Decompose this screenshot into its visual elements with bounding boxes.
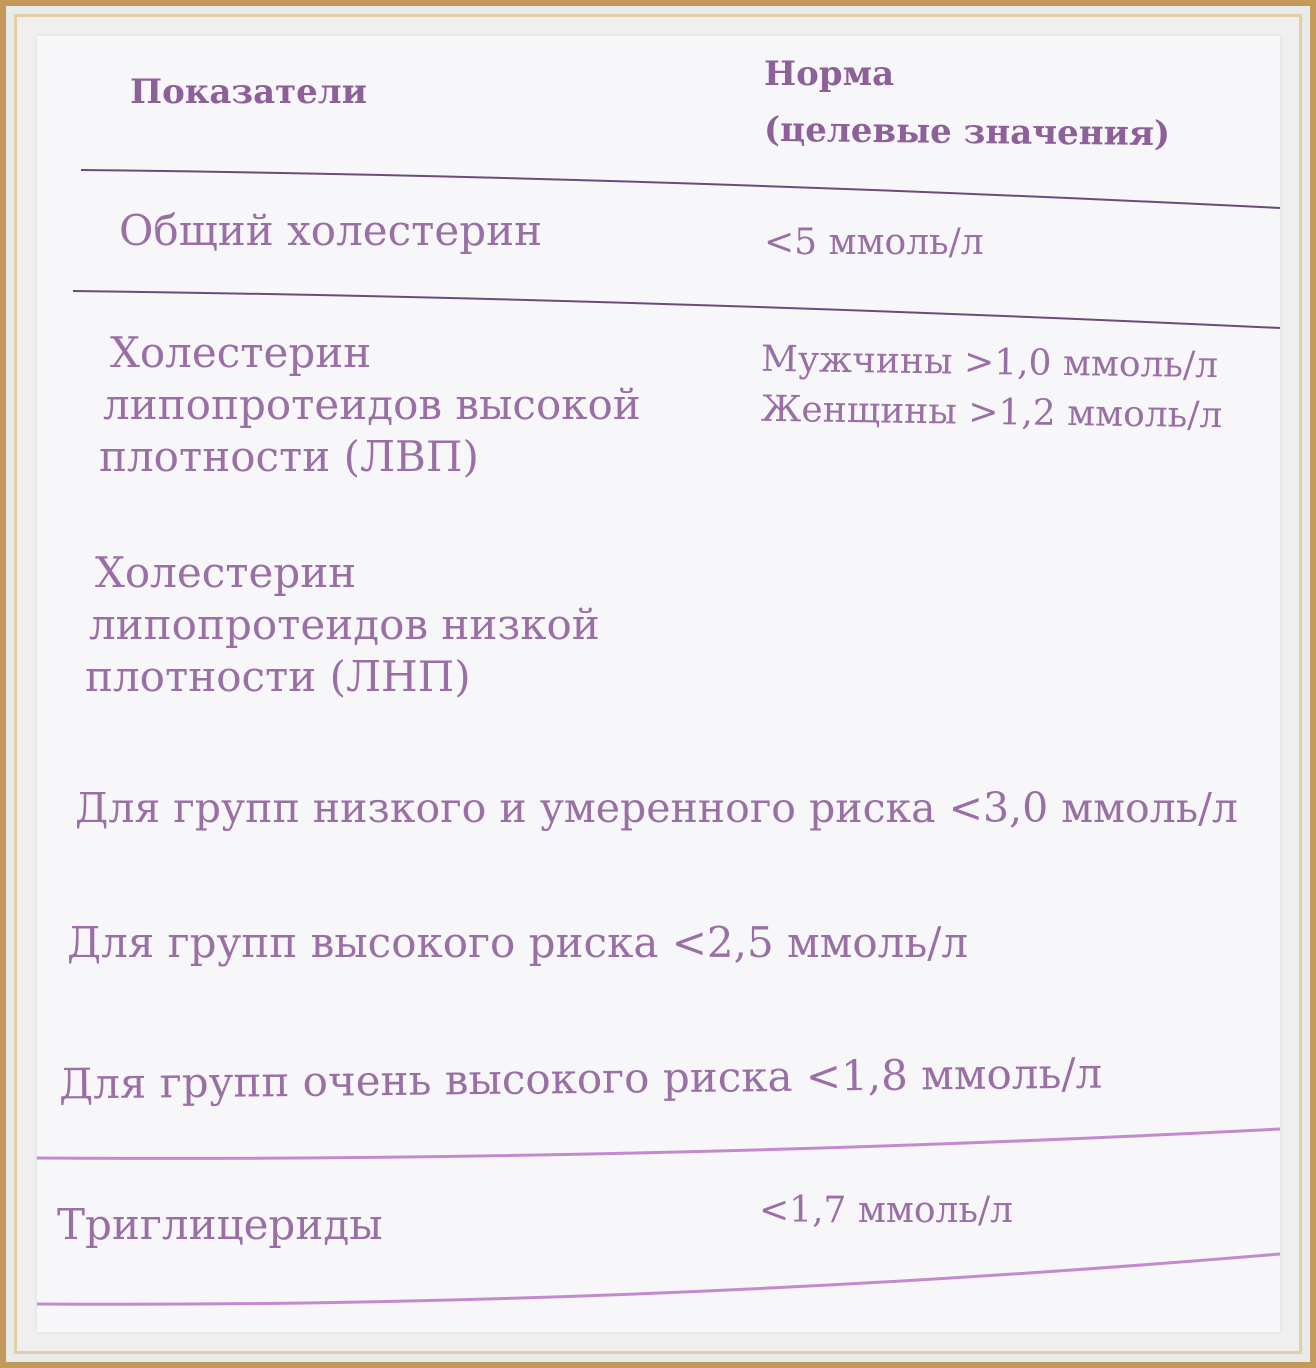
row-ldl-label-line1: Холестерин <box>95 548 357 597</box>
header-rule <box>81 170 1280 208</box>
row-hdl-label-line2: липопротеидов высокой <box>103 380 641 429</box>
row-ldl-label-line3: плотности (ЛНП) <box>85 652 471 701</box>
row-ldl-norm-very-high-risk: Для групп очень высокого риска <1,8 ммоль/л <box>58 1048 1103 1109</box>
row-ldl-norm-low-risk: Для групп низкого и умеренного риска <3,0 ммоль/л <box>75 784 1238 832</box>
row-ldl-norm-high-risk: Для групп высокого риска <2,5 ммоль/л <box>67 918 969 967</box>
row-triglycerides-norm: <1,7 ммоль/л <box>759 1190 1014 1231</box>
row-hdl-label-line1: Холестерин <box>110 328 372 377</box>
row-ldl-label-line2: липопротеидов низкой <box>89 600 600 649</box>
row-rule-1 <box>73 291 1280 328</box>
row-total-cholesterol-norm: <5 ммоль/л <box>764 222 984 263</box>
row-hdl-label-line3: плотности (ЛВП) <box>99 432 479 481</box>
row-hdl-norm-men: Мужчины >1,0 ммоль/л <box>760 338 1219 387</box>
row-triglycerides-label: Триглицериды <box>57 1200 383 1249</box>
header-norm-sub: (целевые значения) <box>763 109 1171 155</box>
row-hdl-norm-women: Женщины >1,2 ммоль/л <box>760 388 1223 437</box>
row-total-cholesterol-label: Общий холестерин <box>119 206 543 255</box>
header-norm: Норма <box>764 54 895 94</box>
document-page <box>37 36 1280 1332</box>
header-indicator: Показатели <box>130 72 367 112</box>
bottom-rule <box>37 1254 1280 1304</box>
row-rule-thick <box>37 1129 1280 1158</box>
